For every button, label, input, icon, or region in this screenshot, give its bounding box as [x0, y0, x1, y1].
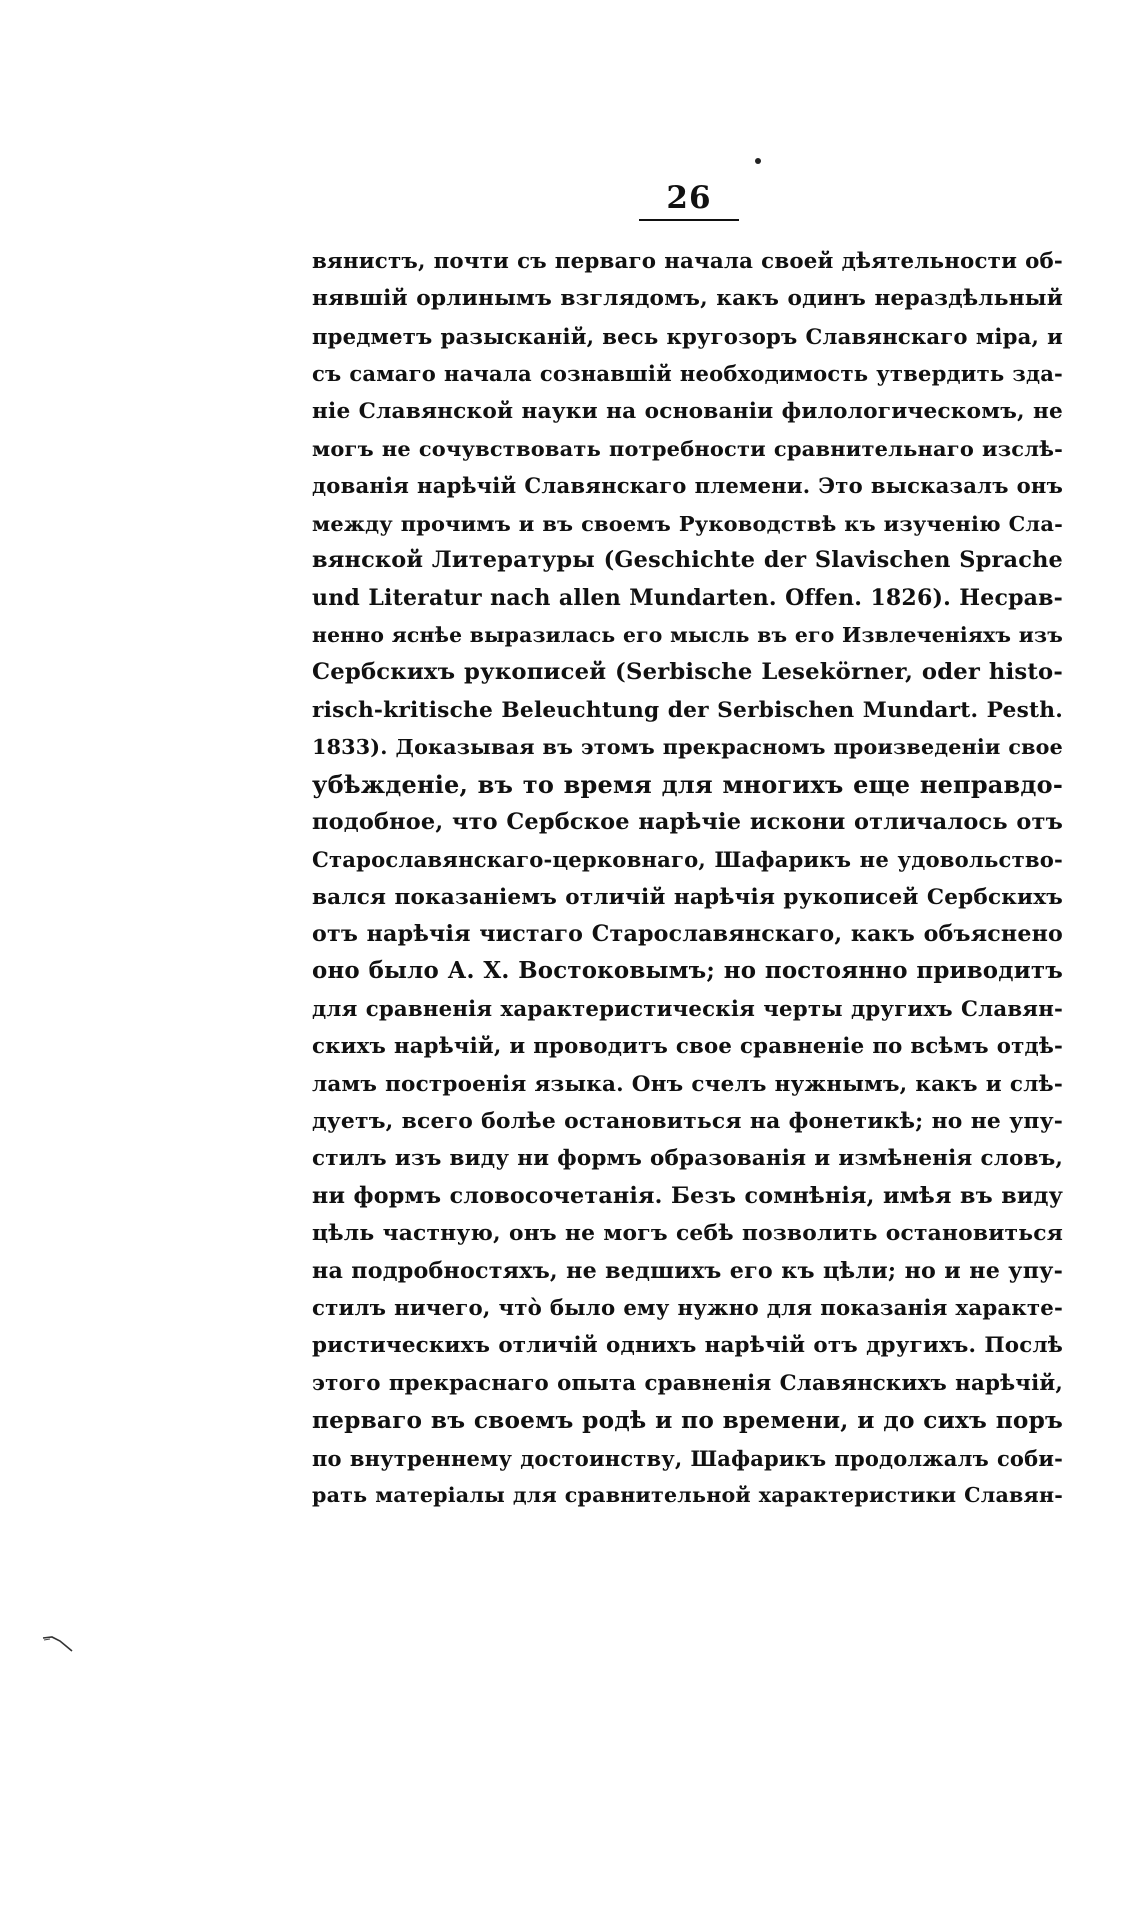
text-line: между прочимъ и въ своемъ Руководствѣ къ изученію Сла-	[312, 510, 1063, 536]
text-line: стилъ ничего, что̀ было ему нужно для показанія характе-	[312, 1295, 1063, 1321]
text-line: скихъ нарѣчій, и проводитъ свое сравненіе по всѣмъ отдѣ-	[312, 1034, 1063, 1060]
body-text	[312, 243, 1063, 1514]
text-line: для сравненія характеристическія черты другихъ Славян-	[312, 996, 1063, 1022]
text-line: отъ нарѣчія чистаго Старославянскаго, какъ объяснено	[312, 921, 1063, 948]
text-line: цѣль частную, онъ не могъ себѣ позволить остановиться	[312, 1221, 1063, 1247]
page-number: 26	[666, 180, 712, 216]
text-line: рать матеріалы для сравнительной характеристики Славян-	[312, 1482, 1063, 1507]
text-line: ніе Славянской науки на основаніи филологическомъ, не	[312, 398, 1063, 424]
ink-dot-mark	[755, 158, 761, 164]
margin-scribble-mark	[42, 1634, 76, 1654]
text-line: risch-kritische Beleuchtung der Serbischen Mundart. Pesth.	[312, 697, 1063, 723]
text-line: подобное, что Сербское нарѣчіе искони отличалось отъ	[312, 808, 1063, 835]
text-line: могъ не сочувствовать потребности сравнительнаго изслѣ-	[312, 435, 1063, 461]
text-line: на подробностяхъ, не ведшихъ его къ цѣли; но и не упу-	[312, 1257, 1063, 1284]
text-line: Сербскихъ рукописей (Serbische Lesekörner, oder histo-	[312, 659, 1063, 686]
text-line: вался показаніемъ отличій нарѣчія рукописей Сербскихъ	[312, 884, 1063, 910]
text-line: этого прекраснаго опыта сравненія Славянскихъ нарѣчій,	[312, 1370, 1063, 1396]
text-line: ламъ построенія языка. Онъ счелъ нужнымъ, какъ и слѣ-	[312, 1071, 1063, 1097]
text-line: ни формъ словосочетанія. Безъ сомнѣнія, имѣя въ виду	[312, 1182, 1063, 1209]
text-line: оно было А. Х. Востоковымъ; но постоянно приводитъ	[312, 958, 1063, 985]
text-line: съ самаго начала сознавшій необходимость утвердить зда-	[312, 361, 1063, 387]
text-line: по внутреннему достоинству, Шафарикъ продолжалъ соби-	[312, 1445, 1063, 1471]
text-line: ненно яснѣе выразилась его мысль въ его Извлеченіяхъ изъ	[312, 622, 1063, 647]
text-line: 1833). Доказывая въ этомъ прекрасномъ произведеніи свое	[312, 735, 1063, 760]
text-line: дованія нарѣчій Славянскаго племени. Это высказалъ онъ	[312, 473, 1063, 499]
text-line: Старославянскаго-церковнаго, Шафарикъ не удовольство-	[312, 847, 1063, 873]
text-line: ристическихъ отличій однихъ нарѣчій отъ другихъ. Послѣ	[312, 1333, 1063, 1359]
text-line: дуетъ, всего болѣе остановиться на фонетикѣ; но не упу-	[312, 1107, 1063, 1134]
page-number-rule	[639, 219, 739, 221]
text-line: нявшій орлинымъ взглядомъ, какъ одинъ нераздѣльный	[312, 286, 1063, 312]
text-line: вянской Литературы (Geschichte der Slavischen Sprache	[312, 547, 1063, 574]
text-line: вянистъ, почти съ перваго начала своей дѣятельности об-	[312, 249, 1063, 274]
text-line: предметъ разысканій, весь кругозоръ Славянскаго міра, и	[312, 323, 1063, 349]
text-line: und Literatur nach allen Mundarten. Offen. 1826). Несрав-	[312, 584, 1063, 611]
text-line: стилъ изъ виду ни формъ образованія и измѣненія словъ,	[312, 1146, 1063, 1172]
text-line: убѣжденіе, въ то время для многихъ еще неправдо-	[312, 770, 1063, 800]
text-line: перваго въ своемъ родѣ и по времени, и до сихъ поръ	[312, 1407, 1063, 1435]
